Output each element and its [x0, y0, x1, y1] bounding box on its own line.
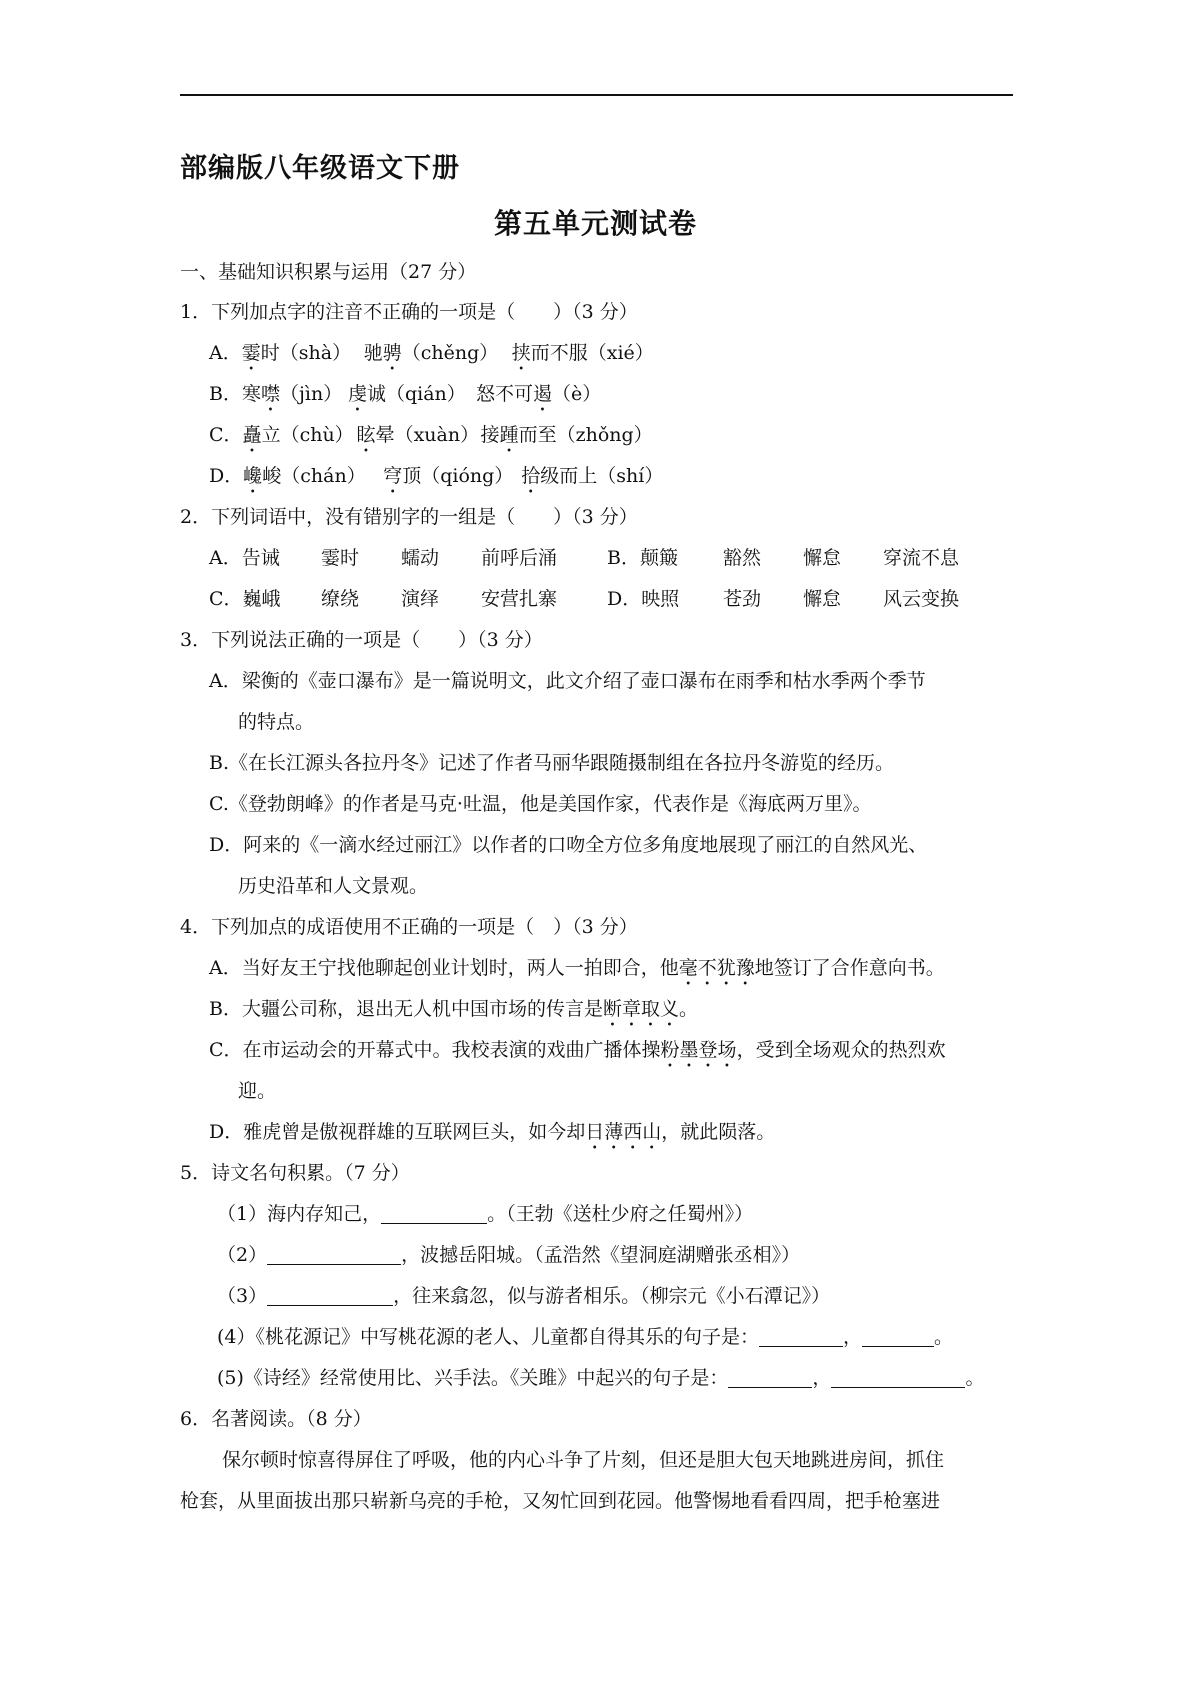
book-title: 部编版八年级语文下册: [180, 153, 460, 184]
reading-passage-line-2: 枪套，从里面拔出那只崭新乌亮的手枪，又匆忙回到花园。他警惕地看看四周，把手枪塞进: [180, 1490, 941, 1512]
question-3-option-c: C.《登勃朗峰》的作者是马克·吐温，他是美国作家，代表作是《海底两万里》。: [209, 793, 872, 815]
answer-blank[interactable]: [862, 1318, 934, 1347]
question-1-option-c: C．矗立（chù） 眩晕（xuàn）接踵而至（zhǒng）: [209, 424, 653, 446]
question-4-stem: 4．下列加点的成语使用不正确的一项是（ ）（3 分）: [180, 916, 638, 938]
question-1-option-a: A．霎时（shà） 驰骋（chěng） 挟而不服（xié）: [209, 342, 654, 364]
question-3-option-a: A．梁衡的《壶口瀑布》是一篇说明文，此文介绍了壶口瀑布在雨季和枯水季两个季节: [209, 670, 926, 692]
exam-content: [180, 252, 1020, 1522]
question-2-stem: 2．下列词语中，没有错别字的一组是（ ）（3 分）: [180, 506, 638, 528]
question-5-item-1: （1）海内存知己， 。（王勃《送杜少府之任蜀州》）: [180, 1194, 1020, 1235]
question-5-item-5: (5)《诗经》经常使用比、兴手法。《关雎》中起兴的句子是： ， 。: [180, 1358, 1020, 1399]
answer-blank[interactable]: [267, 1277, 393, 1306]
answer-blank[interactable]: [728, 1359, 812, 1388]
question-3-option-d: D．阿来的《一滴水经过丽江》以作者的口吻全方位多角度地展现了丽江的自然风光、: [209, 834, 928, 856]
section-heading: 一、基础知识积累与运用（27 分）: [180, 261, 477, 283]
question-4-option-c: C．在市运动会的开幕式中。我校表演的戏曲广播体操粉墨登场，受到全场观众的热烈欢: [209, 1039, 946, 1061]
answer-blank[interactable]: [267, 1236, 401, 1265]
question-1-stem: 1．下列加点字的注音不正确的一项是（ ）（3 分）: [180, 301, 638, 323]
question-3-option-d-cont: 历史沿革和人文景观。: [238, 875, 429, 897]
page-title: 第五单元测试卷: [493, 207, 697, 240]
question-5-stem: 5．诗文名句积累。（7 分）: [180, 1162, 410, 1184]
answer-blank[interactable]: [831, 1359, 965, 1388]
question-3-option-b: B.《在长江源头各拉丹冬》记述了作者马丽华跟随摄制组在各拉丹冬游览的经历。: [209, 752, 895, 774]
question-3-option-a-cont: 的特点。: [238, 711, 315, 733]
question-5-item-4: (4）《桃花源记》中写桃花源的老人、儿童都自得其乐的句子是： ， 。: [180, 1317, 1020, 1358]
question-4-option-b: B．大疆公司称，退出无人机中国市场的传言是断章取义。: [209, 998, 698, 1020]
header-rule: [180, 94, 1013, 96]
question-1-option-b: B．寒噤（jìn） 虔诚（qián） 怒不可遏（è）: [209, 383, 602, 405]
question-2-row-1: A．告诫 霎时 蠕动 前呼后涌 B．颠簸 豁然 懈怠 穿流不息: [209, 547, 960, 569]
question-4-option-c-cont: 迎。: [238, 1080, 277, 1102]
reading-passage-line-1: 保尔顿时惊喜得屏住了呼吸，他的内心斗争了片刻，但还是胆大包天地跳进房间，抓住: [222, 1449, 945, 1471]
question-6-stem: 6．名著阅读。（8 分）: [180, 1408, 372, 1430]
question-3-stem: 3．下列说法正确的一项是（ ）（3 分）: [180, 629, 543, 651]
answer-blank[interactable]: [759, 1318, 843, 1347]
question-5-item-3: （3） ，往来翕忽，似与游者相乐。（柳宗元《小石潭记》）: [180, 1276, 1020, 1317]
question-1-option-d: D．巉峻（chán） 穹顶（qióng） 拾级而上（shí）: [209, 465, 664, 487]
question-4-option-a: A．当好友王宁找他聊起创业计划时，两人一拍即合，他毫不犹豫地签订了合作意向书。: [209, 957, 945, 979]
question-2-row-2: C．巍峨 缭绕 演绎 安营扎寨 D．映照 苍劲 懈怠 风云变换: [209, 588, 960, 610]
answer-blank[interactable]: [381, 1195, 487, 1224]
question-4-option-d: D．雅虎曾是傲视群雄的互联网巨头，如今却日薄西山，就此陨落。: [209, 1121, 776, 1143]
question-5-item-2: （2） ，波撼岳阳城。（孟浩然《望洞庭湖赠张丞相》）: [180, 1235, 1020, 1276]
